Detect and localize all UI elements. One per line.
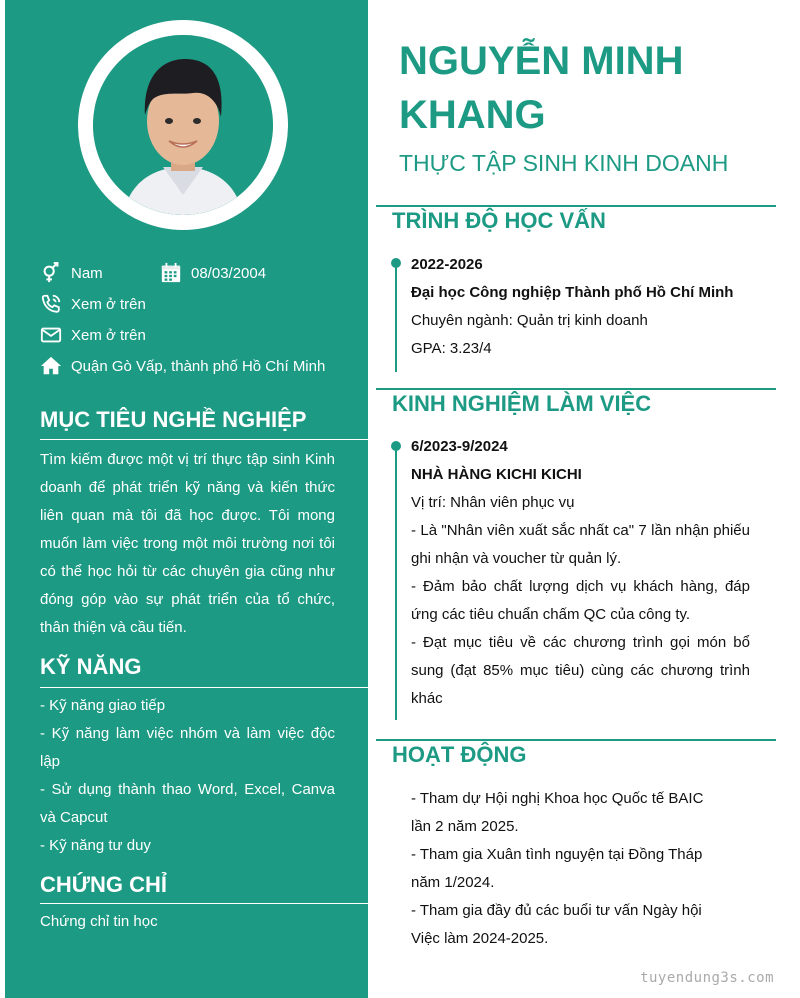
education-major: Chuyên ngành: Quản trị kinh doanh	[411, 312, 648, 329]
calendar-icon	[160, 262, 182, 284]
certificates-title: CHỨNG CHỈ	[40, 872, 168, 897]
activity-item: - Tham gia đầy đủ các buổi tư vấn Ngày hội Việc làm 2024-2025.	[411, 902, 702, 947]
skills-list	[40, 692, 335, 860]
activity-item: - Tham dự Hội nghị Khoa học Quốc tế BAIC lần 2 năm 2025.	[411, 790, 704, 835]
activity-item: - Tham gia Xuân tình nguyện tại Đồng Tháp năm 1/2024.	[411, 846, 703, 891]
education-period: 2022-2026	[411, 256, 483, 273]
watermark: tuyendung3s.com	[640, 970, 774, 986]
education-timeline-line	[395, 262, 397, 372]
gender-icon	[40, 262, 62, 284]
gender-value: Nam	[71, 264, 103, 282]
experience-entry	[411, 433, 750, 713]
certificate-item: Chứng chỉ tin học	[40, 913, 158, 930]
candidate-name: NGUYỄN MINH KHANG	[399, 39, 684, 137]
skill-item: - Sử dụng thành thao Word, Excel, Canva và Capcut	[40, 781, 335, 826]
objective-title: MỤC TIÊU NGHỀ NGHIỆP	[40, 407, 307, 432]
skills-divider	[40, 687, 368, 688]
skills-title: KỸ NĂNG	[40, 654, 142, 679]
contact-address	[40, 355, 325, 377]
contact-email	[40, 324, 146, 346]
experience-bullet: - Đạt mục tiêu về các chương trình gọi món bổ sung (đạt 85% mục tiêu) cùng các chương trình khác	[411, 634, 750, 707]
objective-text: Tìm kiếm được một vị trí thực tập sinh Kinh doanh để phát triển kỹ năng và kiến thức liên quan mà tôi đã học được. Tôi mong muốn làm việc trong một môi trường nơi tôi có thể học hỏi từ các chuyên gia cũng như đóng góp vào sự phát triển của tổ chức, thân thiện và cầu tiến.	[40, 451, 335, 636]
activities-list	[411, 785, 711, 953]
candidate-role: THỰC TẬP SINH KINH DOANH	[399, 150, 729, 176]
experience-bullet: - Đảm bảo chất lượng dịch vụ khách hàng, đáp ứng các tiêu chuẩn chấm QC của công ty.	[411, 578, 750, 623]
education-school: Đại học Công nghiệp Thành phố Hồ Chí Minh	[411, 284, 734, 301]
email-value: Xem ở trên	[71, 326, 146, 344]
experience-timeline-dot	[391, 441, 401, 451]
education-timeline-dot	[391, 258, 401, 268]
contact-phone	[40, 293, 146, 315]
experience-timeline-line	[395, 445, 397, 720]
experience-title: KINH NGHIỆM LÀM VIỆC	[392, 391, 652, 416]
certificates-divider	[40, 903, 368, 904]
avatar-portrait	[93, 35, 273, 215]
avatar	[93, 35, 273, 215]
skill-item: - Kỹ năng giao tiếp	[40, 697, 166, 714]
birthdate-value: 08/03/2004	[191, 264, 267, 282]
skill-item: - Kỹ năng tư duy	[40, 837, 151, 854]
contact-gender	[40, 262, 103, 284]
activities-divider	[376, 739, 776, 741]
phone-value: Xem ở trên	[71, 295, 146, 313]
home-icon	[40, 355, 62, 377]
phone-icon	[40, 293, 62, 315]
education-gpa: GPA: 3.23/4	[411, 340, 492, 357]
address-value: Quận Gò Vấp, thành phố Hồ Chí Minh	[71, 357, 326, 375]
certificates-list	[40, 908, 335, 936]
experience-bullet: - Là "Nhân viên xuất sắc nhất ca" 7 lần nhận phiếu ghi nhận và voucher từ quản lý.	[411, 522, 750, 567]
activities-title: HOẠT ĐỘNG	[392, 742, 527, 767]
education-entry	[411, 251, 750, 363]
experience-company: NHÀ HÀNG KICHI KICHI	[411, 466, 582, 483]
email-icon	[40, 324, 62, 346]
contact-birthdate	[160, 262, 266, 284]
education-title: TRÌNH ĐỘ HỌC VẤN	[392, 208, 606, 233]
experience-position: Vị trí: Nhân viên phục vụ	[411, 494, 575, 511]
objective-divider	[40, 439, 368, 440]
education-divider	[376, 205, 776, 207]
experience-period: 6/2023-9/2024	[411, 438, 508, 455]
experience-divider	[376, 388, 776, 390]
skill-item: - Kỹ năng làm việc nhóm và làm việc độc lập	[40, 725, 335, 770]
